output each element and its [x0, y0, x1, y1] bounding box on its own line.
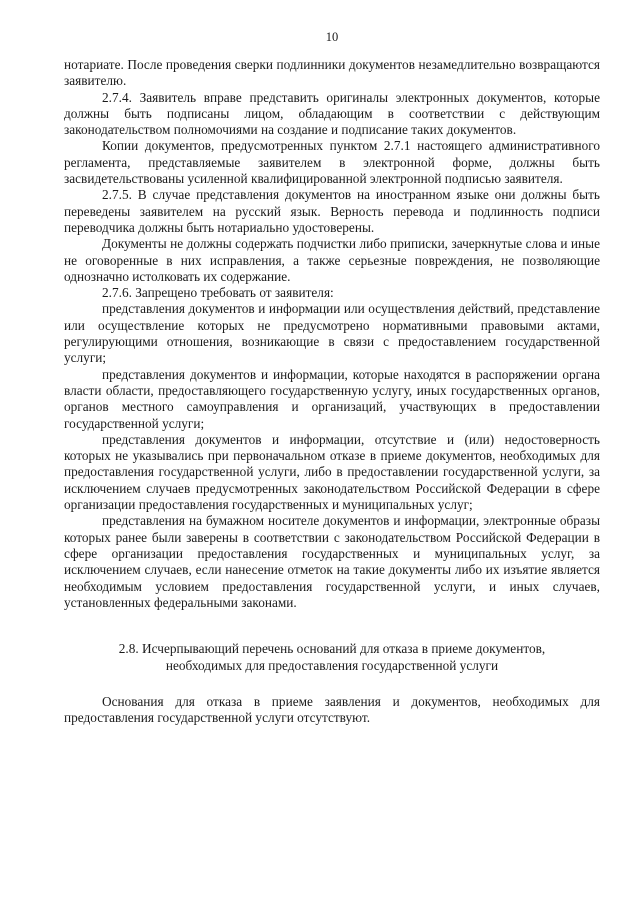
paragraph-2-7-5: 2.7.5. В случае представления документов на иностранном языке они должны быть переведены заявителем на русский язык. Верность перевода и подлинность подписи переводчика должны быть нотариально удостоверены.	[64, 187, 600, 235]
paragraph-document-condition: Документы не должны содержать подчистки либо приписки, зачеркнутые слова и иные не оговоренные в них исправления, а также серьезные повреждения, не позволяющие однозначно истолковать их содержание.	[64, 236, 600, 284]
paragraph-2-7-6: 2.7.6. Запрещено требовать от заявителя:	[102, 285, 334, 301]
paragraph-copies: Копии документов, предусмотренных пунктом 2.7.1 настоящего административного регламента, представляемые заявителем в электронной форме, должны быть засвидетельствованы усиленной квалифицированной электронной подписью заявителя.	[64, 138, 600, 187]
section-body: Основания для отказа в приеме заявления и документов, необходимых для предоставления государственной услуги отсутствуют.	[64, 694, 600, 726]
paragraph-2-7-4: 2.7.4. Заявитель вправе представить оригиналы электронных документов, которые должны быть подписаны лицом, обладающим в соответствии с действующим законодательством полномочиями на создание и подписание таких документов.	[64, 89, 600, 138]
page-number: 10	[325, 30, 339, 44]
list-item-prohibited-3: представления документов и информации, отсутствие и (или) недостоверность которых не указывались при первоначальном отказе в приеме документов, необходимых для предоставления государственной услуги, либо в предоставлении государственной услуги, за исключением случаев предусмотренных законодательством Российской Федерации в сфере организации предоставления государственных и муниципальных услуг;	[64, 431, 600, 513]
list-item-prohibited-1: представления документов и информации или осуществления действий, представление или осуществление которых не предусмотрено нормативными правовыми актами, регулирующими отношения, возникающие в связи с предоставлением государственной услуги;	[64, 301, 600, 366]
section-heading-line-1: 2.8. Исчерпывающий перечень оснований для отказа в приеме документов,	[118, 641, 546, 657]
list-item-prohibited-2: представления документов и информации, которые находятся в распоряжении органа власти области, предоставляющего государственную услугу, иных государственных органов, органов местного самоуправления и организаций, участвующих в предоставлении государственной услуги;	[64, 366, 600, 431]
paragraph-continuation: нотариате. После проведения сверки подлинники документов незамедлительно возвращаются заявителю.	[64, 57, 600, 89]
section-heading-line-2: необходимых для предоставления государственной услуги	[165, 657, 499, 673]
section-heading-2-8	[64, 641, 600, 674]
list-item-prohibited-4: представления на бумажном носителе документов и информации, электронные образы которых ранее были заверены в соответствии с законодательством Российской Федерации в сфере организации предоставления государственных и муниципальных услуг, за исключением случаев, если нанесение отметок на такие документы либо их изъятие является необходимым условием предоставления государственной услуги, и иных случаев, установленных федеральными законами.	[64, 513, 600, 610]
